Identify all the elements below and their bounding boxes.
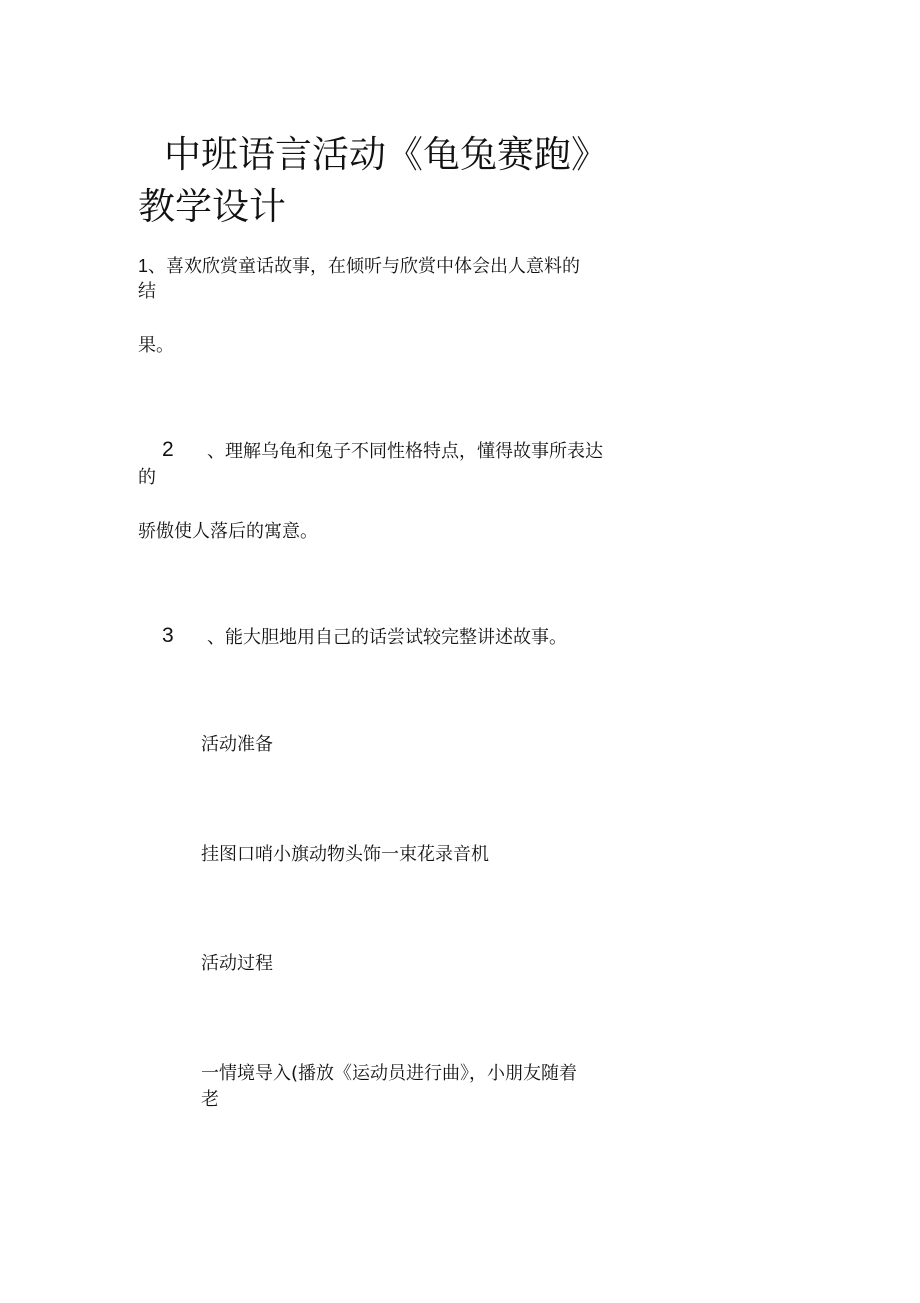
goal2-line2: 的	[138, 467, 156, 488]
goal2-number: 2	[162, 438, 174, 461]
goal3-number: 3	[162, 624, 174, 647]
process-step1-line2: 老	[201, 1089, 219, 1110]
goal2-line1: 、理解乌龟和兔子不同性格特点，懂得故事所表达	[207, 441, 603, 462]
prep-items: 挂图口哨小旗动物头饰一束花录音机	[201, 844, 489, 865]
prep-heading: 活动准备	[201, 734, 273, 755]
goal1-number: 1	[138, 256, 149, 276]
goal2-line3: 骄傲使人落后的寓意。	[138, 521, 318, 542]
process-step1-line1: 一情境导入(播放《运动员进行曲》，小朋友随着	[201, 1063, 578, 1084]
goal3-line1: 、能大胆地用自己的话尝试较完整讲述故事。	[207, 627, 567, 648]
document-title-line1: 中班语言活动《龟兔赛跑》	[164, 133, 608, 176]
document-title-line2: 教学设计	[138, 185, 286, 228]
goal1-line2: 结	[138, 281, 156, 302]
goal1-line3: 果。	[138, 335, 174, 356]
goal1-line1	[138, 254, 580, 279]
goal1-text: 、喜欢欣赏童话故事，在倾听与欣赏中体会出人意料的	[148, 256, 581, 277]
process-heading: 活动过程	[201, 953, 273, 974]
